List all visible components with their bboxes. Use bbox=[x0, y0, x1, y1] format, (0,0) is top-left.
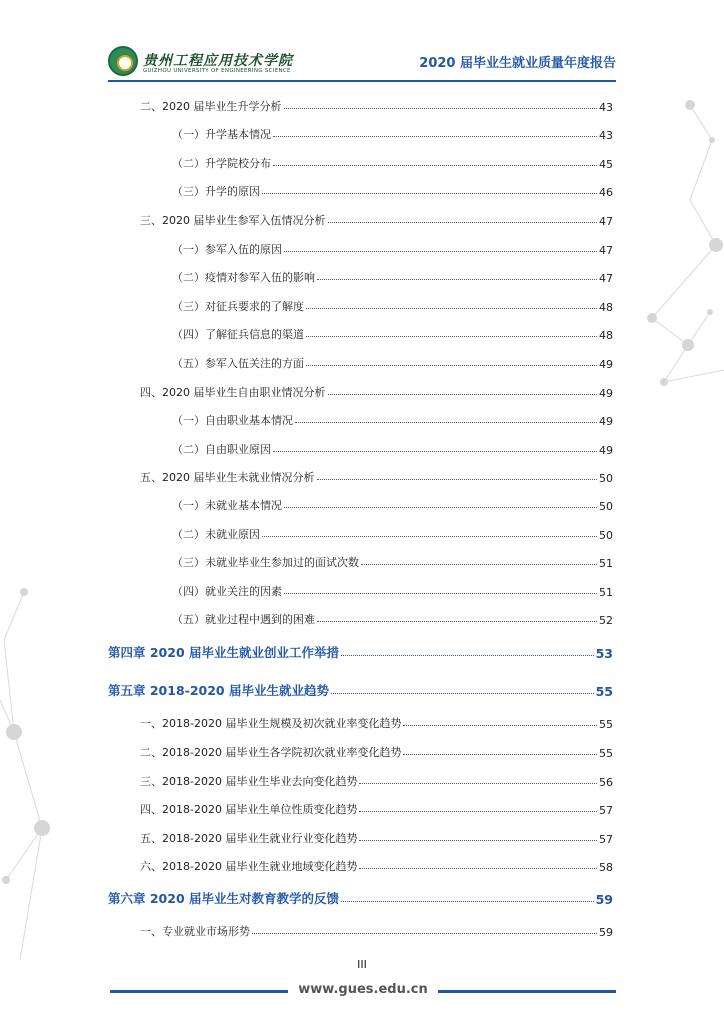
toc-leader-dots bbox=[403, 724, 597, 726]
toc-leader-dots bbox=[273, 135, 597, 137]
toc-entry-title: （三）未就业毕业生参加过的面试次数 bbox=[172, 556, 359, 569]
toc-leader-dots bbox=[262, 192, 597, 194]
page-header bbox=[0, 0, 724, 82]
toc-entry-page: 49 bbox=[599, 358, 613, 371]
toc-leader-dots bbox=[306, 307, 597, 309]
toc-entry[interactable] bbox=[140, 94, 613, 114]
toc-chapter-entry[interactable] bbox=[108, 887, 613, 907]
toc-entry-page: 51 bbox=[599, 557, 613, 570]
toc-chapter-entry[interactable] bbox=[108, 641, 613, 661]
toc-leader-dots bbox=[306, 335, 597, 337]
toc-leader-dots bbox=[317, 620, 597, 622]
toc-entry-page: 49 bbox=[599, 444, 613, 457]
toc-leader-dots bbox=[331, 692, 594, 694]
toc-leader-dots bbox=[284, 107, 598, 109]
toc-leader-dots bbox=[295, 421, 597, 423]
toc-leader-dots bbox=[284, 250, 597, 252]
toc-entry-title: 三、2018-2020 届毕业生毕业去向变化趋势 bbox=[140, 775, 358, 788]
toc-entry-page: 48 bbox=[599, 301, 613, 314]
toc-entry-title: （二）未就业原因 bbox=[172, 528, 260, 541]
toc-entry-page: 50 bbox=[599, 529, 613, 542]
school-logo-icon bbox=[108, 46, 138, 76]
toc-leader-dots bbox=[306, 364, 597, 366]
toc-entry-title: （一）自由职业基本情况 bbox=[172, 414, 293, 427]
toc-leader-dots bbox=[359, 810, 597, 812]
toc-entry-title: 一、2018-2020 届毕业生规模及初次就业率变化趋势 bbox=[140, 717, 402, 730]
toc-entry-title: （一）升学基本情况 bbox=[172, 128, 271, 141]
toc-leader-dots bbox=[273, 164, 597, 166]
toc-entry-page: 55 bbox=[595, 684, 613, 699]
toc-entry-page: 57 bbox=[599, 804, 613, 817]
toc-entry-title: 第四章 2020 届毕业生就业创业工作举措 bbox=[108, 645, 339, 660]
toc-leader-dots bbox=[284, 592, 597, 594]
toc-entry[interactable] bbox=[140, 465, 613, 485]
toc-entry[interactable] bbox=[140, 769, 613, 789]
toc-entry[interactable] bbox=[172, 408, 613, 428]
toc-entry-page: 50 bbox=[599, 500, 613, 513]
toc-entry-page: 47 bbox=[599, 215, 613, 228]
toc-entry-title: （一）参军入伍的原因 bbox=[172, 243, 282, 256]
toc-entry[interactable] bbox=[140, 826, 613, 846]
toc-entry-title: 四、2018-2020 届毕业生单位性质变化趋势 bbox=[140, 803, 358, 816]
toc-entry[interactable] bbox=[172, 579, 613, 599]
school-name: 贵州工程应用技术学院 bbox=[143, 53, 293, 69]
toc-entry-title: （五）参军入伍关注的方面 bbox=[172, 357, 304, 370]
toc-leader-dots bbox=[328, 221, 598, 223]
toc-leader-dots bbox=[328, 393, 598, 395]
toc-entry-title: （一）未就业基本情况 bbox=[172, 499, 282, 512]
toc-entry-title: 二、2020 届毕业生升学分析 bbox=[140, 100, 282, 113]
toc-leader-dots bbox=[341, 654, 594, 656]
toc-entry-page: 53 bbox=[595, 646, 613, 661]
toc-leader-dots bbox=[359, 782, 597, 784]
toc-leader-dots bbox=[284, 506, 597, 508]
toc-leader-dots bbox=[341, 900, 594, 902]
toc-entry[interactable] bbox=[140, 797, 613, 817]
toc-leader-dots bbox=[262, 535, 597, 537]
toc-entry-title: （二）升学院校分布 bbox=[172, 157, 271, 170]
toc-entry-page: 59 bbox=[599, 926, 613, 939]
toc-entry[interactable] bbox=[140, 208, 613, 228]
toc-leader-dots bbox=[252, 932, 597, 934]
toc-entry[interactable] bbox=[172, 122, 613, 142]
toc-entry-page: 46 bbox=[599, 186, 613, 199]
toc-entry[interactable] bbox=[172, 437, 613, 457]
toc-entry-page: 47 bbox=[599, 244, 613, 257]
toc-entry[interactable] bbox=[140, 711, 613, 731]
toc-leader-dots bbox=[359, 867, 597, 869]
toc-leader-dots bbox=[317, 478, 598, 480]
toc-entry-title: 一、专业就业市场形势 bbox=[140, 925, 250, 938]
toc-entry-title: 第五章 2018-2020 届毕业生就业趋势 bbox=[108, 683, 329, 698]
toc-leader-dots bbox=[273, 450, 597, 452]
toc-entry-title: （五）就业过程中遇到的困难 bbox=[172, 613, 315, 626]
toc-entry-page: 43 bbox=[599, 129, 613, 142]
toc-entry-page: 57 bbox=[599, 833, 613, 846]
school-name-en: GUIZHOU UNIVERSITY OF ENGINEERING SCIENCE bbox=[143, 68, 291, 74]
toc-entry[interactable] bbox=[140, 919, 613, 939]
toc-entry[interactable] bbox=[172, 493, 613, 513]
toc-entry-page: 43 bbox=[599, 101, 613, 114]
toc-entry-page: 45 bbox=[599, 158, 613, 171]
report-title: 2020 届毕业生就业质量年度报告 bbox=[419, 56, 616, 71]
header-divider bbox=[108, 80, 616, 82]
toc-entry-title: 四、2020 届毕业生自由职业情况分析 bbox=[140, 386, 326, 399]
toc-entry-page: 59 bbox=[595, 892, 613, 907]
toc-entry[interactable] bbox=[172, 322, 613, 342]
footer-divider-left bbox=[110, 990, 288, 993]
toc-entry-title: 五、2020 届毕业生未就业情况分析 bbox=[140, 471, 315, 484]
toc-entry[interactable] bbox=[140, 854, 613, 874]
toc-entry-title: 五、2018-2020 届毕业生就业行业变化趋势 bbox=[140, 832, 358, 845]
toc-entry[interactable] bbox=[140, 740, 613, 760]
toc-entry-page: 55 bbox=[599, 747, 613, 760]
toc-chapter-entry[interactable] bbox=[108, 679, 613, 699]
toc-entry[interactable] bbox=[172, 237, 613, 257]
toc-entry[interactable] bbox=[172, 351, 613, 371]
toc-entry-page: 49 bbox=[599, 387, 613, 400]
toc-leader-dots bbox=[361, 563, 597, 565]
toc-entry-title: （二）疫情对参军入伍的影响 bbox=[172, 271, 315, 284]
toc-entry-page: 49 bbox=[599, 415, 613, 428]
toc-entry-page: 58 bbox=[599, 861, 613, 874]
toc-entry-title: 三、2020 届毕业生参军入伍情况分析 bbox=[140, 214, 326, 227]
toc-entry-title: （四）就业关注的因素 bbox=[172, 585, 282, 598]
toc-entry-title: （三）对征兵要求的了解度 bbox=[172, 300, 304, 313]
toc-entry-page: 52 bbox=[599, 614, 613, 627]
toc-entry[interactable] bbox=[140, 380, 613, 400]
toc-entry-page: 50 bbox=[599, 472, 613, 485]
toc-entry-title: 二、2018-2020 届毕业生各学院初次就业率变化趋势 bbox=[140, 746, 402, 759]
footer-divider-right bbox=[438, 990, 616, 993]
toc-entry-page: 48 bbox=[599, 329, 613, 342]
toc-entry[interactable] bbox=[172, 265, 613, 285]
toc-entry-page: 55 bbox=[599, 718, 613, 731]
toc-entry-title: 第六章 2020 届毕业生对教育教学的反馈 bbox=[108, 891, 339, 906]
toc-entry-title: （四）了解征兵信息的渠道 bbox=[172, 328, 304, 341]
toc-entry[interactable] bbox=[172, 607, 613, 627]
toc-entry-page: 51 bbox=[599, 586, 613, 599]
toc-entry-page: 56 bbox=[599, 776, 613, 789]
toc-entry-page: 47 bbox=[599, 272, 613, 285]
toc-entry-title: 六、2018-2020 届毕业生就业地域变化趋势 bbox=[140, 860, 358, 873]
footer-url: www.gues.edu.cn bbox=[298, 982, 428, 997]
toc-leader-dots bbox=[317, 278, 597, 280]
page-number: III bbox=[357, 958, 367, 971]
toc-entry-title: （二）自由职业原因 bbox=[172, 443, 271, 456]
toc-entry[interactable] bbox=[172, 179, 613, 199]
toc-entry[interactable] bbox=[172, 294, 613, 314]
toc-entry[interactable] bbox=[172, 522, 613, 542]
toc-entry-title: （三）升学的原因 bbox=[172, 185, 260, 198]
toc-leader-dots bbox=[359, 839, 597, 841]
toc-entry[interactable] bbox=[172, 151, 613, 171]
toc-leader-dots bbox=[403, 753, 597, 755]
toc-entry[interactable] bbox=[172, 550, 613, 570]
